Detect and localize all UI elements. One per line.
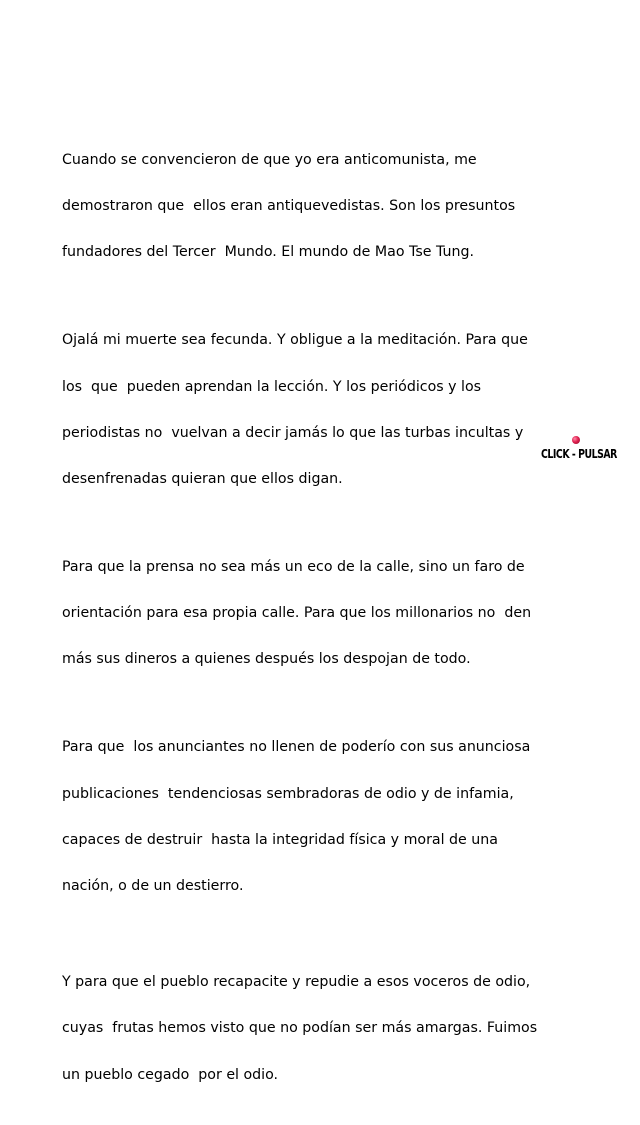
text-line: Ojalá mi muerte sea fecunda. Y obligue a la meditación. Para que (62, 332, 528, 349)
text-line: nación, o de un destierro. (62, 878, 244, 895)
text-line: un pueblo cegado por el odio. (62, 1066, 279, 1083)
text-line: periodistas no vuelvan a decir jamás lo que las turbas incultas y (62, 424, 524, 441)
text-line: Para que la prensa no sea más un eco de la calle, sino un faro de (62, 558, 525, 575)
paragraph-1 (62, 122, 602, 291)
click-pulsar-label: CLICK - PULSAR (541, 447, 617, 461)
text-line: los que pueden aprendan la lección. Y los periódicos y los (62, 378, 482, 395)
text-line: publicaciones tendenciosas sembradoras de odio y de infamia, (62, 785, 514, 802)
slide-text (62, 122, 602, 1125)
text-line: capaces de destruir hasta la integridad física y moral de una (62, 831, 498, 848)
paragraph-4 (62, 710, 602, 926)
text-line: demostraron que ellos eran antiquevedistas. Son los presuntos (62, 198, 516, 215)
text-line: Para que los anunciantes no llenen de poderío con sus anunciosa (62, 739, 531, 756)
text-line: Y para que el pueblo recapacite y repudie a esos voceros de odio, (62, 974, 531, 991)
text-line: más sus dineros a quienes después los despojan de todo. (62, 651, 471, 668)
text-line: Cuando se convencieron de que yo era anticomunista, me (62, 151, 477, 168)
red-dot-icon (572, 436, 580, 444)
click-pulsar-button[interactable] (541, 436, 617, 466)
text-line: fundadores del Tercer Mundo. El mundo de Mao Tse Tung. (62, 244, 475, 261)
text-line: desenfrenadas quieran que ellos digan. (62, 470, 343, 487)
paragraph-3 (62, 529, 602, 698)
paragraph-5 (62, 944, 602, 1113)
text-line: cuyas frutas hemos visto que no podían ser más amargas. Fuimos (62, 1020, 538, 1037)
text-line: orientación para esa propia calle. Para que los millonarios no den (62, 605, 532, 622)
paragraph-2 (62, 302, 602, 518)
